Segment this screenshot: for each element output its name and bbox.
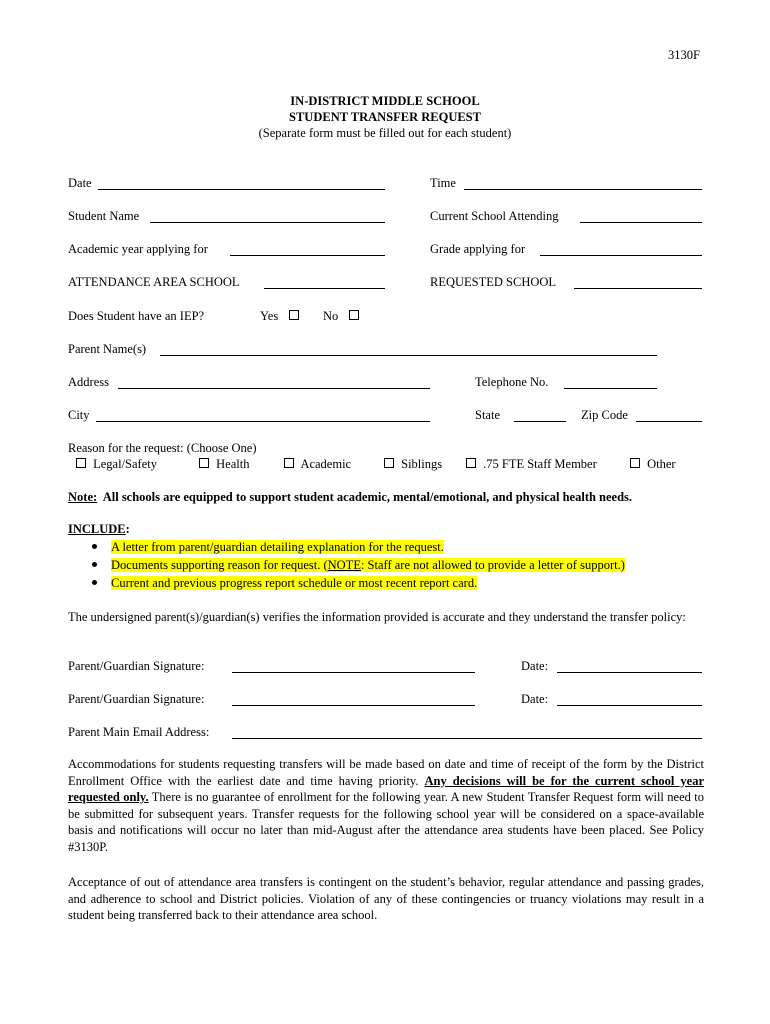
checkbox[interactable] [199, 458, 209, 468]
reason-option-label: Other [647, 457, 676, 471]
grade-field[interactable] [540, 255, 702, 256]
iep-no-label: No [323, 309, 339, 323]
include-item-1 [92, 540, 444, 555]
include-colon: : [125, 522, 130, 536]
checkbox[interactable] [630, 458, 640, 468]
form-number: 3130F [668, 48, 700, 62]
checkbox[interactable] [76, 458, 86, 468]
iep-yes-checkbox[interactable] [289, 310, 299, 320]
parent-names-field[interactable] [160, 355, 657, 356]
zip-label: Zip Code [581, 408, 628, 422]
signature-2-field[interactable] [232, 705, 475, 706]
signature-1-date-field[interactable] [557, 672, 702, 673]
signature-2-date-label: Date: [521, 692, 549, 706]
signature-1-date-label: Date: [521, 659, 549, 673]
city-label: City [68, 408, 90, 422]
include-heading [68, 522, 130, 537]
checkbox[interactable] [284, 458, 294, 468]
bullet-icon [92, 580, 97, 585]
grade-label: Grade applying for [430, 242, 526, 256]
reason-option-fte[interactable] [466, 457, 597, 472]
academic-year-field[interactable] [230, 255, 385, 256]
requested-school-field[interactable] [574, 288, 702, 289]
bullet-icon [92, 562, 97, 567]
time-field[interactable] [464, 189, 702, 190]
include-item-2-note: NOTE [327, 558, 361, 572]
acceptance-paragraph: Acceptance of out of attendance area transfers is contingent on the student’s behavior, regular attendance and passing grades, and adherence to school and District policies. Violation of any of these contingencies or truancy violations may result in a student being transferred back to their attendance area school. [68, 875, 704, 923]
iep-yes-label: Yes [260, 309, 279, 323]
state-field[interactable] [514, 421, 566, 422]
email-label: Parent Main Email Address: [68, 725, 210, 739]
reason-option-label: .75 FTE Staff Member [483, 457, 597, 471]
student-name-field[interactable] [150, 222, 385, 223]
city-field[interactable] [96, 421, 430, 422]
signature-1-field[interactable] [232, 672, 475, 673]
iep-no-checkbox[interactable] [349, 310, 359, 320]
reason-option-other[interactable] [630, 457, 676, 472]
current-school-label: Current School Attending [430, 209, 559, 223]
include-heading-text: INCLUDE [68, 522, 126, 536]
iep-no-option[interactable] [323, 309, 363, 324]
note-label: Note: [68, 490, 98, 504]
include-item-text: A letter from parent/guardian detailing explanation for the request. [111, 540, 444, 554]
date-field[interactable] [98, 189, 385, 190]
iep-yes-option[interactable] [260, 309, 303, 324]
include-item-text [111, 558, 625, 572]
reason-option-siblings[interactable] [384, 457, 442, 472]
time-label: Time [430, 176, 456, 190]
title-line-1: IN-DISTRICT MIDDLE SCHOOL [290, 94, 480, 108]
note-text: All schools are equipped to support student academic, mental/emotional, and physical health needs. [102, 490, 633, 504]
include-item-text: Current and previous progress report schedule or most recent report card. [111, 576, 478, 590]
date-label: Date [68, 176, 92, 190]
policy-part-1: Accommodations for students requesting transfers will be made based on date and time of receipt of the form by the District Enrollment Office with the earliest date and time having priority. [68, 757, 704, 788]
reason-option-label: Legal/Safety [93, 457, 157, 471]
signature-2-date-field[interactable] [557, 705, 702, 706]
signature-2-label: Parent/Guardian Signature: [68, 692, 205, 706]
title-line-2: STUDENT TRANSFER REQUEST [289, 110, 481, 124]
current-school-field[interactable] [580, 222, 702, 223]
include-item-2-rest: : Staff are not allowed to provide a letter of support.) [360, 558, 625, 572]
reason-option-academic[interactable] [284, 457, 351, 472]
attendance-area-label: ATTENDANCE AREA SCHOOL [68, 275, 240, 289]
iep-question: Does Student have an IEP? [68, 309, 205, 323]
note [68, 490, 632, 505]
reason-option-label: Academic [300, 457, 352, 471]
address-label: Address [68, 375, 109, 389]
reason-label: Reason for the request: (Choose One) [68, 441, 257, 455]
include-item-3 [92, 576, 477, 591]
academic-year-label: Academic year applying for [68, 242, 208, 256]
signature-1-label: Parent/Guardian Signature: [68, 659, 205, 673]
subtitle: (Separate form must be filled out for each student) [258, 126, 512, 140]
bullet-icon [92, 544, 97, 549]
telephone-field[interactable] [564, 388, 657, 389]
zip-field[interactable] [636, 421, 702, 422]
policy-paragraph [68, 756, 704, 856]
policy-bold: Any decisions will be for the current school year requested only. [68, 773, 704, 805]
checkbox[interactable] [466, 458, 476, 468]
reason-option-health[interactable] [199, 457, 249, 472]
state-label: State [475, 408, 500, 422]
reason-option-legal[interactable] [76, 457, 157, 472]
checkbox[interactable] [384, 458, 394, 468]
reason-option-label: Health [216, 457, 250, 471]
verify-text: The undersigned parent(s)/guardian(s) verifies the information provided is accurate and they understand the transfer policy: [68, 610, 686, 624]
student-name-label: Student Name [68, 209, 140, 223]
email-field[interactable] [232, 738, 702, 739]
reason-option-label: Siblings [401, 457, 443, 471]
attendance-area-field[interactable] [264, 288, 385, 289]
include-item-2 [92, 558, 625, 573]
address-field[interactable] [118, 388, 430, 389]
include-item-2-start: Documents supporting reason for request. ( [111, 558, 328, 572]
telephone-label: Telephone No. [475, 375, 549, 389]
parent-names-label: Parent Name(s) [68, 342, 147, 356]
requested-school-label: REQUESTED SCHOOL [430, 275, 557, 289]
policy-part-2: There is no guarantee of enrollment for the following year. A new Student Transfer Request form will need to be submitted for subsequent years. Transfer requests for the following school year will be considered on a space-available basis and notifications will occur no later than mid-August after the attendance area students have been placed. See Policy #3130P. [68, 790, 704, 854]
